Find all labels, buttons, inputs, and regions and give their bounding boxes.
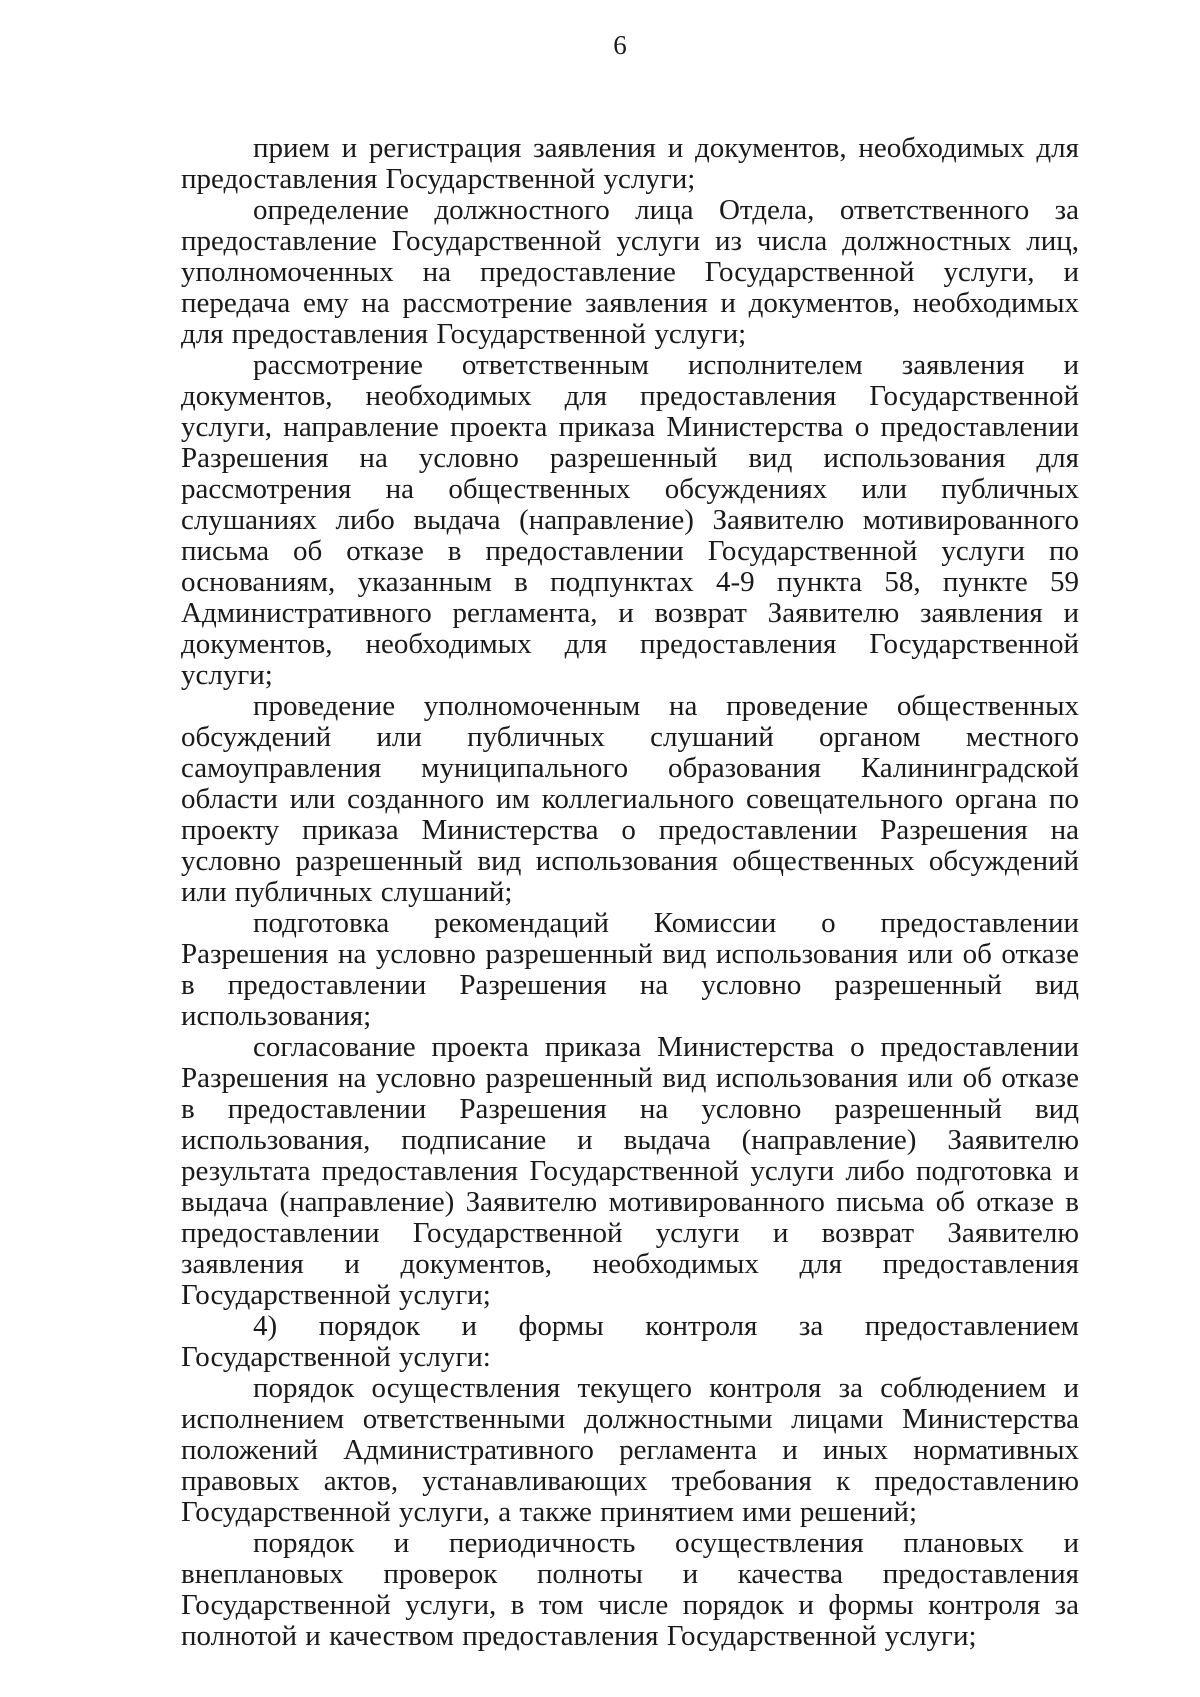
page-number: 6 [613, 30, 627, 60]
paragraph-approval: согласование проекта приказа Министерства о предоставлении Разрешения на условно разрешенный вид использования или об отказе в предоставлении Разрешения на условно разрешенный вид использования, подписание и выдача (направление) Заявителю результата предоставления Государственной услуги либо подготовка и выдача (направление) Заявителю мотивированного письма об отказе в предоставлении Государственной услуги и возврат Заявителю заявления и документов, необходимых для предоставления Государственной услуги; [181, 1031, 1079, 1311]
paragraph-commission-recommendations: подготовка рекомендаций Комиссии о предоставлении Разрешения на условно разрешенный вид использования или об отказе в предоставлении Разрешения на условно разрешенный вид использования; [181, 907, 1079, 1032]
paragraph-review: рассмотрение ответственным исполнителем заявления и документов, необходимых для предоставления Государственной услуги, направление проекта приказа Министерства о предоставлении Разрешения на условно разрешенный вид использования для рассмотрения на общественных обсуждениях или публичных слушаниях либо выдача (направление) Заявителю мотивированного письма об отказе в предоставлении Государственной услуги по основаниям, указанным в подпунктах 4-9 пункта 58, пункте 59 Административного регламента, и возврат Заявителю заявления и документов, необходимых для предоставления Государственной услуги; [181, 349, 1079, 691]
paragraph-reception: прием и регистрация заявления и документов, необходимых для предоставления Государственной услуги; [181, 132, 1079, 195]
paragraph-inspections: порядок и периодичность осуществления плановых и внеплановых проверок полноты и качества предоставления Государственной услуги, в том числе порядок и формы контроля за полнотой и качеством предоставления Государственной услуги; [181, 1527, 1079, 1652]
paragraph-current-control: порядок осуществления текущего контроля за соблюдением и исполнением ответственными должностными лицами Министерства положений Административного регламента и иных нормативных правовых актов, устанавливающих требования к предоставлению Государственной услуги, а также принятием ими решений; [181, 1372, 1079, 1528]
document-body [181, 133, 1079, 1652]
paragraph-public-hearings: проведение уполномоченным на проведение общественных обсуждений или публичных слушаний органом местного самоуправления муниципального образования Калининградской области или созданного им коллегиального совещательного органа по проекту приказа Министерства о предоставлении Разрешения на условно разрешенный вид использования общественных обсуждений или публичных слушаний; [181, 690, 1079, 908]
paragraph-official-assignment: определение должностного лица Отдела, ответственного за предоставление Государственной услуги из числа должностных лиц, уполномоченных на предоставление Государственной услуги, и передача ему на рассмотрение заявления и документов, необходимых для предоставления Государственной услуги; [181, 194, 1079, 350]
paragraph-control-heading: 4) порядок и формы контроля за предоставлением Государственной услуги: [181, 1310, 1079, 1373]
